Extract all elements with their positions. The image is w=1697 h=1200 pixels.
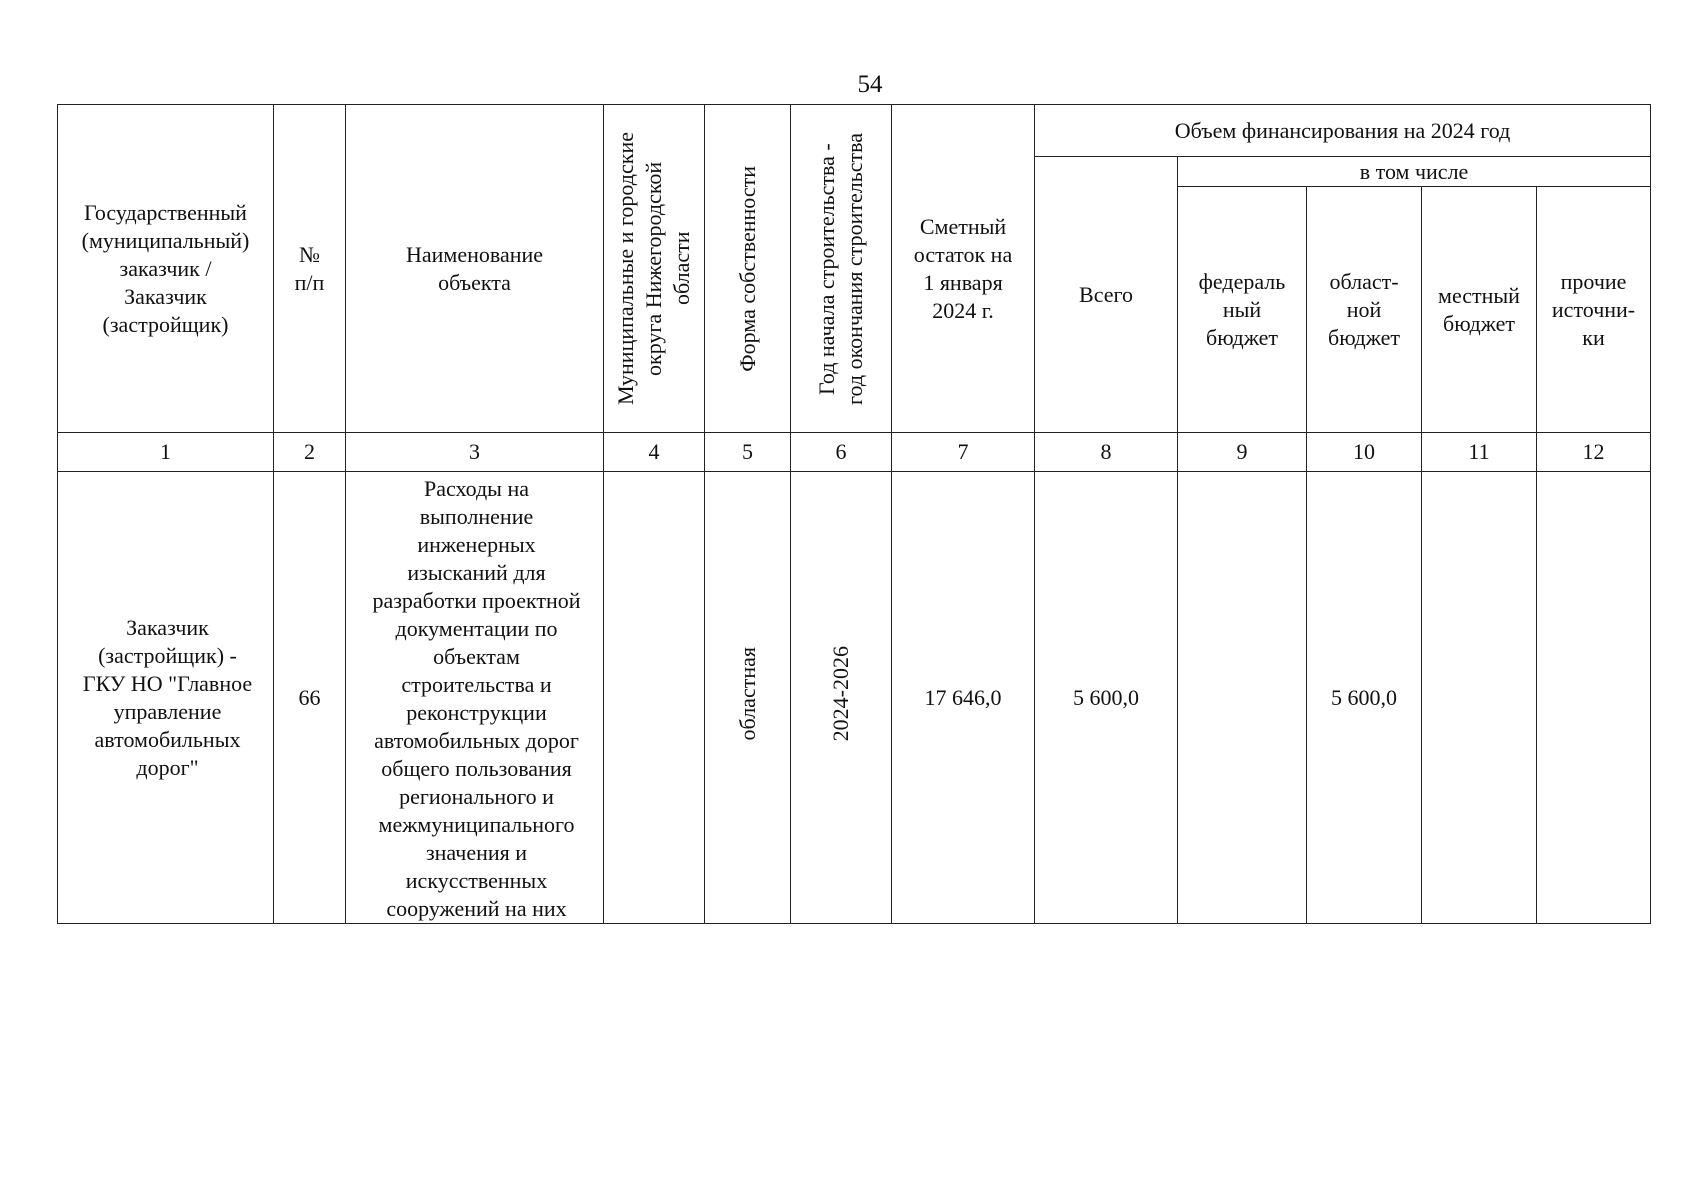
cell-local-budget bbox=[1422, 472, 1537, 924]
page-number: 54 bbox=[857, 71, 883, 98]
cell-object-name: Расходы на выполнение инженерных изысканий для разработки проектной документации по объектам строительства и реконструкции автомобильных дорог общего пользования регионального и межмуниципального значения и искусственных сооружений на них bbox=[346, 472, 604, 924]
header-ownership bbox=[705, 105, 791, 433]
header-row-1 bbox=[58, 105, 1651, 157]
header-municipality-text: Муниципальные и городские округа Нижегородской области bbox=[613, 132, 694, 405]
header-total: Всего bbox=[1035, 157, 1178, 433]
column-numbers-row bbox=[58, 433, 1651, 472]
column-number: 1 bbox=[58, 433, 274, 472]
cell-other-sources bbox=[1537, 472, 1651, 924]
cell-number: 66 bbox=[274, 472, 346, 924]
cell-period bbox=[791, 472, 892, 924]
financing-table bbox=[57, 104, 1651, 924]
cell-ownership bbox=[705, 472, 791, 924]
column-number: 11 bbox=[1422, 433, 1537, 472]
header-estimate-balance: Сметный остаток на 1 января 2024 г. bbox=[892, 105, 1035, 433]
header-number: № п/п bbox=[274, 105, 346, 433]
column-number: 8 bbox=[1035, 433, 1178, 472]
header-customer: Государственный (муниципальный) заказчик / Заказчик (застройщик) bbox=[58, 105, 274, 433]
column-number: 7 bbox=[892, 433, 1035, 472]
column-number: 10 bbox=[1307, 433, 1422, 472]
header-period bbox=[791, 105, 892, 433]
cell-federal-budget bbox=[1178, 472, 1307, 924]
header-local-budget: местный бюджет bbox=[1422, 187, 1537, 433]
cell-ownership-text: областная bbox=[734, 647, 760, 741]
column-number: 4 bbox=[604, 433, 705, 472]
cell-municipality bbox=[604, 472, 705, 924]
header-including: в том числе bbox=[1178, 157, 1651, 187]
header-financing-group: Объем финансирования на 2024 год bbox=[1035, 105, 1651, 157]
cell-regional-budget: 5 600,0 bbox=[1307, 472, 1422, 924]
column-number: 9 bbox=[1178, 433, 1307, 472]
header-federal-budget: федераль ный бюджет bbox=[1178, 187, 1307, 433]
header-period-text: Год начала строительства - год окончания строительства bbox=[814, 132, 867, 405]
column-number: 6 bbox=[791, 433, 892, 472]
column-number: 3 bbox=[346, 433, 604, 472]
cell-customer: Заказчик (застройщик) - ГКУ НО "Главное управление автомобильных дорог" bbox=[58, 472, 274, 924]
cell-total: 5 600,0 bbox=[1035, 472, 1178, 924]
header-other-sources: прочие источни- ки bbox=[1537, 187, 1651, 433]
header-regional-budget: област- ной бюджет bbox=[1307, 187, 1422, 433]
header-object-name: Наименование объекта bbox=[346, 105, 604, 433]
column-number: 2 bbox=[274, 433, 346, 472]
header-ownership-text: Форма собственности bbox=[734, 165, 760, 372]
table-row bbox=[58, 472, 1651, 924]
cell-estimate-balance: 17 646,0 bbox=[892, 472, 1035, 924]
header-municipality bbox=[604, 105, 705, 433]
cell-period-text: 2024-2026 bbox=[828, 646, 853, 742]
column-number: 5 bbox=[705, 433, 791, 472]
column-number: 12 bbox=[1537, 433, 1651, 472]
